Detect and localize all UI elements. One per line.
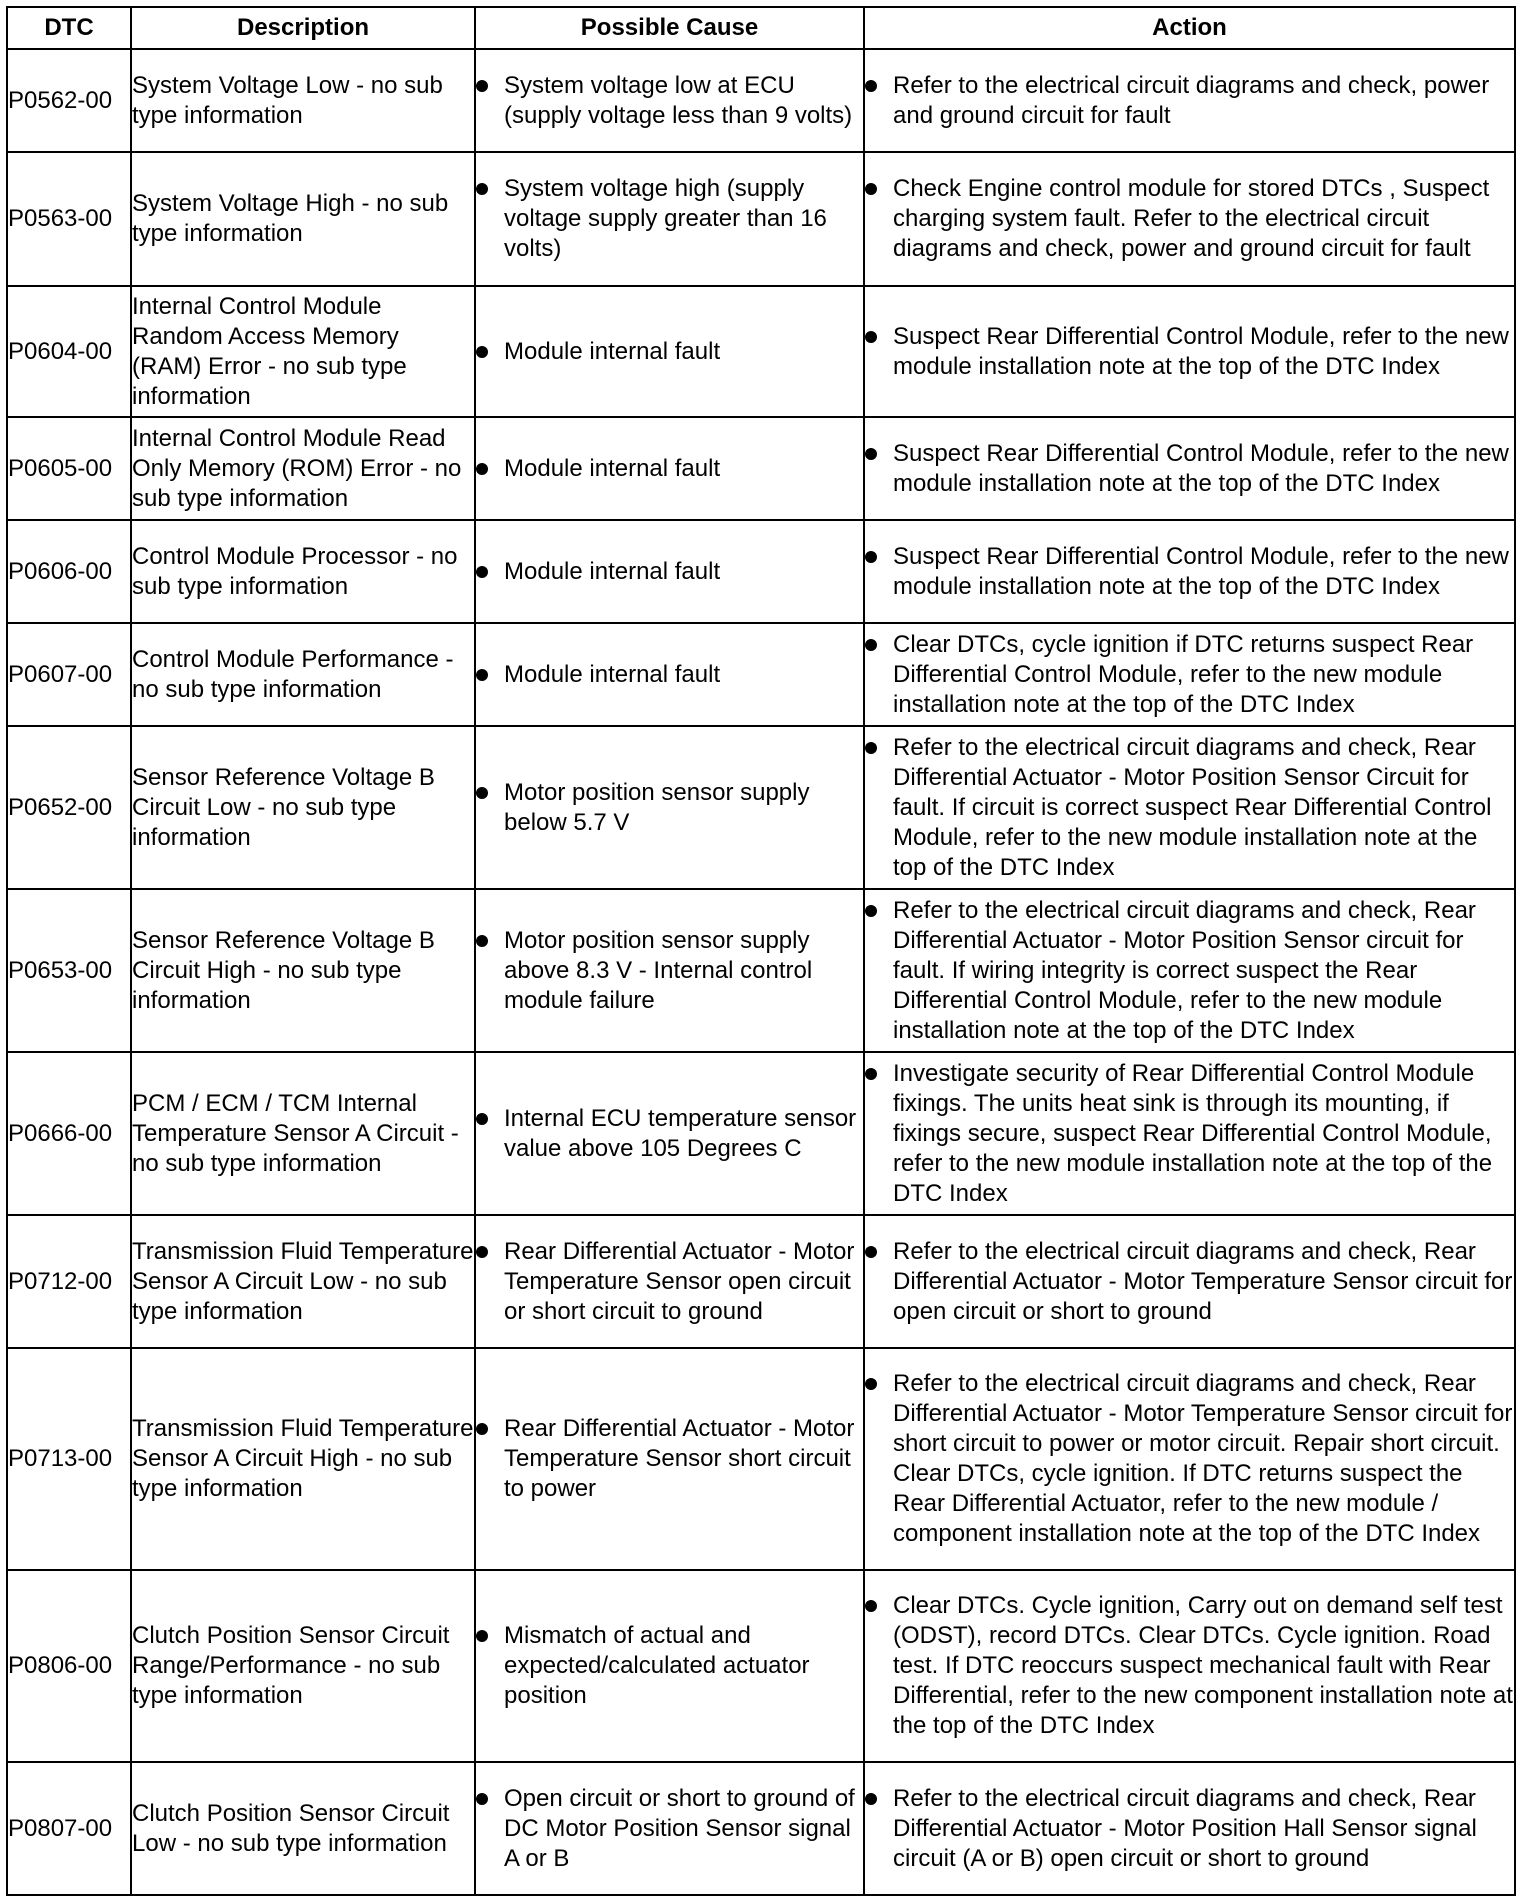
description-cell: Control Module Performance - no sub type information	[131, 623, 475, 726]
bullet-icon	[865, 742, 877, 754]
bullet-icon	[865, 1068, 877, 1080]
action-cell	[864, 1052, 1515, 1215]
bullet-icon	[476, 1630, 488, 1642]
dtc-code: P0563-00	[7, 152, 131, 286]
cause-cell	[475, 1762, 864, 1895]
action-text: Check Engine control module for stored DTCs , Suspect charging system fault. Refer to the electrical circuit diagrams and check, power and ground circuit for fault	[893, 175, 1490, 262]
header-possible-cause: Possible Cause	[475, 7, 864, 49]
action-text: Suspect Rear Differential Control Module, refer to the new module installation note at the top of the DTC Index	[893, 542, 1509, 600]
cause-text: System voltage high (supply voltage supply greater than 16 volts)	[504, 175, 827, 262]
action-text: Suspect Rear Differential Control Module, refer to the new module installation note at the top of the DTC Index	[893, 439, 1509, 497]
table-row	[7, 152, 1515, 286]
table-row	[7, 1215, 1515, 1348]
bullet-icon	[476, 1793, 488, 1805]
table-row	[7, 623, 1515, 726]
cause-text: Motor position sensor supply above 8.3 V - Internal control module failure	[504, 926, 813, 1014]
cause-cell	[475, 417, 864, 520]
header-dtc: DTC	[7, 7, 131, 49]
action-text: Clear DTCs. Cycle ignition, Carry out on demand self test (ODST), record DTCs. Clear DTCs. Cycle ignition. Road test. If DTC reoccurs suspect mechanical fault with Rear Differential, refer to the new component installation note at the top of the DTC Index	[893, 1592, 1513, 1739]
description-cell: System Voltage Low - no sub type information	[131, 49, 475, 152]
description-cell: Sensor Reference Voltage B Circuit High - no sub type information	[131, 889, 475, 1052]
cause-cell	[475, 1348, 864, 1570]
bullet-icon	[865, 1378, 877, 1390]
bullet-icon	[865, 1793, 877, 1805]
cause-text: Open circuit or short to ground of DC Motor Position Sensor signal A or B	[504, 1784, 855, 1872]
table-row	[7, 286, 1515, 417]
action-cell	[864, 1570, 1515, 1762]
action-text: Refer to the electrical circuit diagrams and check, Rear Differential Actuator - Motor Temperature Sensor circuit for short circuit to power or motor circuit. Repair short circuit. Clear DTCs, cycle ignition. If DTC returns suspect the Rear Differential Actuator, refer to the new module / component installation note at the top of the DTC Index	[893, 1370, 1513, 1547]
bullet-icon	[476, 1423, 488, 1435]
action-cell	[864, 623, 1515, 726]
dtc-code: P0712-00	[7, 1215, 131, 1348]
dtc-code: P0652-00	[7, 726, 131, 889]
action-cell	[864, 286, 1515, 417]
bullet-icon	[865, 551, 877, 563]
action-cell	[864, 49, 1515, 152]
description-cell: Internal Control Module Read Only Memory (ROM) Error - no sub type information	[131, 417, 475, 520]
table-row	[7, 1052, 1515, 1215]
bullet-icon	[865, 183, 877, 195]
cause-cell	[475, 49, 864, 152]
action-text: Refer to the electrical circuit diagrams and check, Rear Differential Actuator - Motor Position Sensor circuit for fault. If wiring integrity is correct suspect the Rear Differential Control Module, refer to the new module installation note at the top of the DTC Index	[893, 896, 1476, 1044]
cause-cell	[475, 1570, 864, 1762]
header-row	[7, 7, 1515, 49]
cause-text: Module internal fault	[504, 337, 721, 365]
action-cell	[864, 726, 1515, 889]
action-text: Refer to the electrical circuit diagrams and check, Rear Differential Actuator - Motor Position Hall Sensor signal circuit (A or B) open circuit or short to ground	[893, 1784, 1477, 1872]
table-row	[7, 417, 1515, 520]
action-text: Investigate security of Rear Differential Control Module fixings. The units heat sink is through its mounting, if fixings secure, suspect Rear Differential Control Module, refer to the new module installation note at the top of the DTC Index	[893, 1059, 1493, 1207]
cause-text: System voltage low at ECU (supply voltage less than 9 volts)	[504, 71, 853, 129]
dtc-code: P0562-00	[7, 49, 131, 152]
bullet-icon	[476, 183, 488, 195]
dtc-code: P0606-00	[7, 520, 131, 623]
bullet-icon	[476, 935, 488, 947]
cause-cell	[475, 623, 864, 726]
dtc-code: P0605-00	[7, 417, 131, 520]
bullet-icon	[865, 331, 877, 343]
cause-text: Mismatch of actual and expected/calculated actuator position	[504, 1622, 810, 1709]
action-cell	[864, 1348, 1515, 1570]
bullet-icon	[476, 566, 488, 578]
dtc-code: P0666-00	[7, 1052, 131, 1215]
bullet-icon	[476, 1113, 488, 1125]
bullet-icon	[476, 463, 488, 475]
bullet-icon	[476, 346, 488, 358]
bullet-icon	[476, 80, 488, 92]
description-cell: Sensor Reference Voltage B Circuit Low - no sub type information	[131, 726, 475, 889]
description-cell: Clutch Position Sensor Circuit Low - no sub type information	[131, 1762, 475, 1895]
table-row	[7, 726, 1515, 889]
bullet-icon	[865, 1600, 877, 1612]
action-cell	[864, 1762, 1515, 1895]
cause-text: Module internal fault	[504, 660, 721, 688]
cause-cell	[475, 152, 864, 286]
description-cell: System Voltage High - no sub type information	[131, 152, 475, 286]
dtc-code: P0607-00	[7, 623, 131, 726]
description-cell: Transmission Fluid Temperature Sensor A Circuit High - no sub type information	[131, 1348, 475, 1570]
bullet-icon	[865, 905, 877, 917]
table-row	[7, 1348, 1515, 1570]
dtc-code: P0604-00	[7, 286, 131, 417]
bullet-icon	[865, 80, 877, 92]
header-action: Action	[864, 7, 1515, 49]
cause-cell	[475, 520, 864, 623]
table-row	[7, 1762, 1515, 1895]
description-cell: Internal Control Module Random Access Memory (RAM) Error - no sub type information	[131, 286, 475, 417]
bullet-icon	[476, 787, 488, 799]
bullet-icon	[476, 669, 488, 681]
table-row	[7, 1570, 1515, 1762]
action-text: Refer to the electrical circuit diagrams and check, Rear Differential Actuator - Motor Position Sensor Circuit for fault. If circuit is correct suspect Rear Differential Control Module, refer to the new module installation note at the top of the DTC Index	[893, 733, 1492, 881]
action-cell	[864, 1215, 1515, 1348]
description-cell: Transmission Fluid Temperature Sensor A Circuit Low - no sub type information	[131, 1215, 475, 1348]
dtc-code: P0807-00	[7, 1762, 131, 1895]
dtc-code: P0713-00	[7, 1348, 131, 1570]
cause-text: Rear Differential Actuator - Motor Temperature Sensor open circuit or short circuit to ground	[504, 1237, 855, 1325]
cause-text: Module internal fault	[504, 454, 721, 482]
action-cell	[864, 889, 1515, 1052]
dtc-code: P0806-00	[7, 1570, 131, 1762]
action-cell	[864, 417, 1515, 520]
table-row	[7, 889, 1515, 1052]
header-description: Description	[131, 7, 475, 49]
description-cell: Clutch Position Sensor Circuit Range/Performance - no sub type information	[131, 1570, 475, 1762]
table-row	[7, 520, 1515, 623]
bullet-icon	[865, 448, 877, 460]
action-text: Refer to the electrical circuit diagrams and check, Rear Differential Actuator - Motor Temperature Sensor circuit for open circuit or short to ground	[893, 1237, 1513, 1325]
table-row	[7, 49, 1515, 152]
cause-cell	[475, 286, 864, 417]
cause-cell	[475, 1052, 864, 1215]
bullet-icon	[865, 639, 877, 651]
cause-text: Module internal fault	[504, 557, 721, 585]
action-cell	[864, 152, 1515, 286]
description-cell: Control Module Processor - no sub type information	[131, 520, 475, 623]
bullet-icon	[476, 1246, 488, 1258]
action-cell	[864, 520, 1515, 623]
cause-cell	[475, 726, 864, 889]
dtc-table	[6, 6, 1516, 1896]
dtc-code: P0653-00	[7, 889, 131, 1052]
action-text: Refer to the electrical circuit diagrams and check, power and ground circuit for fault	[893, 71, 1490, 129]
description-cell: PCM / ECM / TCM Internal Temperature Sensor A Circuit - no sub type information	[131, 1052, 475, 1215]
action-text: Clear DTCs, cycle ignition if DTC returns suspect Rear Differential Control Module, refer to the new module installation note at the top of the DTC Index	[893, 630, 1474, 718]
cause-cell	[475, 1215, 864, 1348]
action-text: Suspect Rear Differential Control Module, refer to the new module installation note at the top of the DTC Index	[893, 322, 1509, 380]
cause-cell	[475, 889, 864, 1052]
cause-text: Rear Differential Actuator - Motor Temperature Sensor short circuit to power	[504, 1415, 855, 1502]
cause-text: Motor position sensor supply below 5.7 V	[504, 778, 810, 836]
bullet-icon	[865, 1246, 877, 1258]
cause-text: Internal ECU temperature sensor value above 105 Degrees C	[504, 1104, 857, 1162]
